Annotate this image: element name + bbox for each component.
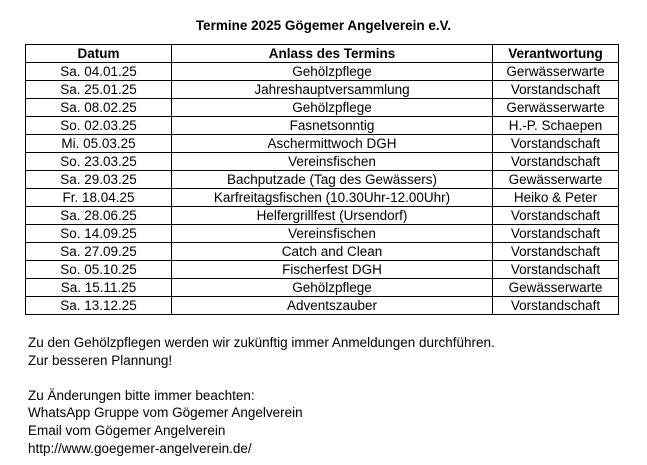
cell-event: Gehölzpflege: [172, 63, 493, 81]
cell-responsible: Gerwässerwarte: [493, 99, 619, 117]
cell-date: Sa. 08.02.25: [26, 99, 172, 117]
note-planning-line: Zur besseren Plannung!: [28, 352, 173, 368]
cell-date: Sa. 29.03.25: [26, 171, 172, 189]
cell-date: Sa. 13.12.25: [26, 297, 172, 315]
cell-responsible: Vorstandschaft: [493, 81, 619, 99]
cell-date: So. 05.10.25: [26, 261, 172, 279]
cell-date: Sa. 25.01.25: [26, 81, 172, 99]
table-row: [26, 279, 619, 297]
table-row: [26, 207, 619, 225]
column-header-date: Datum: [26, 45, 172, 63]
cell-responsible: Vorstandschaft: [493, 153, 619, 171]
cell-date: So. 23.03.25: [26, 153, 172, 171]
notes-section: [28, 334, 495, 457]
page-title: Termine 2025 Gögemer Angelverein e.V.: [195, 18, 452, 33]
cell-event: Vereinsfischen: [172, 153, 493, 171]
note-changes-heading: Zu Änderungen bitte immer beachten:: [28, 387, 255, 403]
cell-event: Fischerfest DGH: [172, 261, 493, 279]
cell-event: Aschermittwoch DGH: [172, 135, 493, 153]
cell-responsible: Gewässerwarte: [493, 279, 619, 297]
cell-event: Jahreshauptversammlung: [172, 81, 493, 99]
cell-responsible: Gewässerwarte: [493, 171, 619, 189]
table-row: [26, 99, 619, 117]
table-row: [26, 297, 619, 315]
cell-responsible: H.-P. Schaepen: [493, 117, 619, 135]
cell-event: Gehölzpflege: [172, 99, 493, 117]
cell-responsible: Vorstandschaft: [493, 135, 619, 153]
cell-date: Fr. 18.04.25: [26, 189, 172, 207]
table-row: [26, 189, 619, 207]
cell-responsible: Vorstandschaft: [493, 297, 619, 315]
cell-responsible: Vorstandschaft: [493, 243, 619, 261]
cell-event: Catch and Clean: [172, 243, 493, 261]
table-row: [26, 63, 619, 81]
note-registration-line: Zu den Gehölzpflegen werden wir zukünftig immer Anmeldungen durchführen.: [28, 335, 495, 350]
cell-responsible: Vorstandschaft: [493, 207, 619, 225]
cell-responsible: Vorstandschaft: [493, 225, 619, 243]
note-email-line: Email vom Gögemer Angelverein: [28, 422, 226, 438]
note-website-link[interactable]: http://www.goegemer-angelverein.de/: [28, 440, 252, 456]
cell-event: Helfergrillfest (Ursendorf): [172, 207, 493, 225]
table-row: [26, 243, 619, 261]
table-row: [26, 261, 619, 279]
cell-responsible: Heiko & Peter: [493, 189, 619, 207]
schedule-table: [25, 44, 619, 315]
column-header-responsible: Verantwortung: [493, 45, 619, 63]
cell-event: Bachputzade (Tag des Gewässers): [172, 171, 493, 189]
table-row: [26, 225, 619, 243]
cell-date: Sa. 04.01.25: [26, 63, 172, 81]
cell-date: Sa. 28.06.25: [26, 207, 172, 225]
cell-date: Sa. 27.09.25: [26, 243, 172, 261]
table-row: [26, 135, 619, 153]
table-header-row: [26, 45, 619, 63]
table-row: [26, 153, 619, 171]
paragraph-spacer: [28, 369, 495, 387]
cell-event: Karfreitagsfischen (10.30Uhr-12.00Uhr): [172, 189, 493, 207]
cell-event: Vereinsfischen: [172, 225, 493, 243]
cell-event: Fasnetsonntig: [172, 117, 493, 135]
cell-event: Gehölzpflege: [172, 279, 493, 297]
cell-date: So. 14.09.25: [26, 225, 172, 243]
cell-date: So. 02.03.25: [26, 117, 172, 135]
cell-date: Sa. 15.11.25: [26, 279, 172, 297]
cell-date: Mi. 05.03.25: [26, 135, 172, 153]
cell-event: Adventszauber: [172, 297, 493, 315]
note-whatsapp-line: WhatsApp Gruppe vom Gögemer Angelverein: [28, 405, 303, 421]
table-row: [26, 81, 619, 99]
cell-responsible: Vorstandschaft: [493, 261, 619, 279]
column-header-event: Anlass des Termins: [172, 45, 493, 63]
table-row: [26, 117, 619, 135]
cell-responsible: Gerwässerwarte: [493, 63, 619, 81]
table-row: [26, 171, 619, 189]
